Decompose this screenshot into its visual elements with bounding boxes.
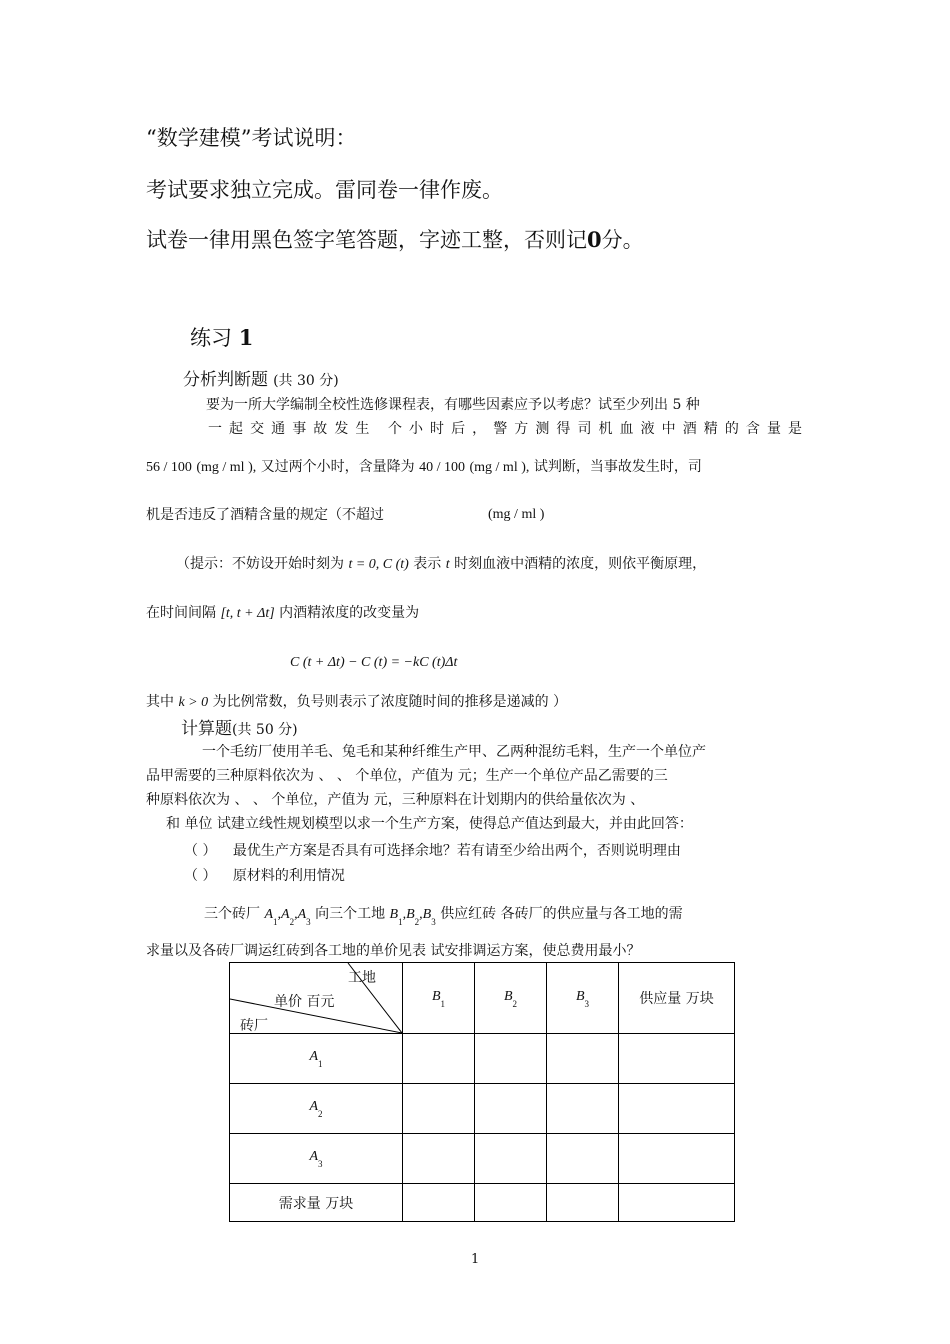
col-b1-sub: 1 — [440, 998, 446, 1009]
wool-problem-line-4: 和 单位 试建立线性规划模型以求一个生产方案，使得总产值达到最大，并由此回答： — [166, 816, 693, 832]
row-a1-sub: 1 — [318, 1059, 323, 1069]
alcohol-unit-1: (mg / ml ), — [196, 460, 257, 475]
table-cell — [547, 1084, 619, 1134]
row-header-a1 — [230, 1034, 403, 1084]
practice-title-text: 练习 — [190, 326, 232, 350]
row-a2-letter: A — [309, 1099, 319, 1114]
row-a1-letter: A — [309, 1049, 319, 1064]
question-2-mid-text: 又过两个小时，含量降为 — [260, 459, 415, 475]
section1-heading — [183, 365, 339, 390]
exam-rule-2-text: 试卷一律用黑色签字笔答题，字迹工整，否则记 — [146, 228, 587, 252]
table-cell — [475, 1084, 547, 1134]
col-b2-letter: B — [503, 988, 513, 1004]
table-cell — [619, 1034, 735, 1084]
factory-a-2: A — [281, 907, 290, 922]
alcohol-limit-unit: (mg / ml ) — [488, 507, 545, 522]
table-cell — [475, 1034, 547, 1084]
table-row — [230, 1134, 735, 1184]
site-b-3: B — [422, 907, 432, 922]
row-a3-letter: A — [309, 1149, 319, 1164]
brick-start: 三个砖厂 — [204, 906, 260, 922]
interval-suffix: 内酒精浓度的改变量为 — [279, 605, 420, 621]
col-b2-sub: 2 — [512, 998, 518, 1009]
row-a2-sub: 2 — [318, 1109, 323, 1119]
table-cell — [403, 1034, 475, 1084]
table-cell — [547, 1134, 619, 1184]
site-b-2: B — [406, 907, 415, 922]
table-cell — [403, 1134, 475, 1184]
section2-points: (共 50 分) — [232, 722, 298, 738]
column-header-supply: 供应量 万块 — [619, 963, 735, 1034]
brick-end: 供应红砖 各砖厂的供应量与各工地的需 — [440, 906, 683, 922]
sub-question-2-text: 原材料的利用情况 — [232, 868, 345, 884]
alcohol-value-1: 56 / 100 — [146, 460, 192, 475]
where-prefix: 其中 — [146, 694, 174, 710]
col-b3-sub: 3 — [584, 998, 590, 1009]
interval-line — [146, 602, 419, 622]
brick-problem-line-2: 求量以及各砖厂调运红砖到各工地的单价见表 试安排调运方案，使总费用最小？ — [146, 943, 641, 959]
exam-rule-2-zero: 0 — [587, 227, 602, 252]
hint-mid-1: 表示 — [413, 556, 442, 572]
practice-title — [190, 322, 253, 352]
row-a3-sub: 3 — [318, 1159, 323, 1169]
brick-mid: 向三个工地 — [315, 906, 386, 922]
section1-points: (共 30 分) — [273, 373, 339, 389]
table-cell — [619, 1184, 735, 1222]
factory-a-3: A — [297, 907, 307, 922]
exam-rule-1: 考试要求独立完成。雷同卷一律作废。 — [146, 178, 503, 202]
col-b3-letter: B — [575, 988, 585, 1004]
wool-problem-line-1: 一个毛纺厂使用羊毛、兔毛和某种纤维生产甲、乙两种混纺毛料，生产一个单位产 — [202, 744, 706, 760]
exam-rule-2-suffix: 分。 — [601, 228, 644, 252]
section1-question-2-line3: 机是否违反了酒精含量的规定（不超过 — [146, 507, 384, 523]
corner-price-label: 单价 百元 — [274, 994, 335, 1010]
brick-problem-line-1: 三个砖厂 $A_1,A_2,A_3$ 向三个工地 $B_1,B_2,B_3$ 供应红砖 各砖厂的供应量与各工地的需 — [204, 906, 683, 927]
section2-heading — [181, 714, 298, 739]
exam-title: “数学建模”考试说明： — [146, 126, 357, 150]
factory-a-3-sub: 3 — [306, 917, 311, 927]
section1-title: 分析判断题 — [183, 370, 268, 390]
site-b-2-sub: 2 — [414, 917, 420, 927]
exam-rule-2 — [146, 224, 644, 254]
table-cell — [619, 1084, 735, 1134]
section1-question-2-line1: 一起交通事故发生 个小时后，警方测得司机血液中酒精的含量是 — [208, 421, 804, 437]
site-b-1: B — [389, 907, 399, 922]
practice-title-number: 1 — [238, 325, 254, 350]
section2-title: 计算题 — [181, 719, 232, 739]
where-math: k > 0 — [178, 695, 209, 710]
question-2-end-text: 试判断，当事故发生时，司 — [533, 459, 702, 475]
hint-mid-2: 时刻血液中酒精的浓度，则依平衡原理， — [454, 556, 707, 572]
hint-prefix: （提示：不妨设开始时刻为 — [176, 556, 344, 572]
site-b-3-sub: 3 — [431, 917, 436, 927]
row-header-a2 — [230, 1084, 403, 1134]
wool-problem-line-3: 种原料依次为 、 、 个单位，产值为 元，三种原料在计划期内的供给量依次为 、 — [146, 792, 645, 808]
column-header-b2 — [475, 963, 547, 1034]
site-b-1-sub: 1 — [398, 917, 403, 927]
section1-question-1: 要为一所大学编制全校性选修课程表，有哪些因素应予以考虑？试至少列出 5 种 — [206, 397, 700, 413]
factory-a-2-sub: 2 — [289, 917, 295, 927]
alcohol-unit-2: (mg / ml ), — [469, 460, 530, 475]
factory-a-1-sub: 1 — [273, 917, 278, 927]
column-header-b3 — [547, 963, 619, 1034]
sub-question-1-text: 最优生产方案是否具有可选择余地？若有请至少给出两个，否则说明理由 — [232, 843, 681, 859]
table-cell — [547, 1034, 619, 1084]
section1-question-2-line2 — [146, 456, 702, 476]
interval-math: [t, t + Δt] — [220, 606, 275, 621]
wool-problem-line-2: 品甲需要的三种原料依次为 、 、 个单位，产值为 元；生产一个单位产品乙需要的三 — [146, 768, 668, 784]
hint-line — [176, 553, 706, 573]
corner-factory-label: 砖厂 — [240, 1018, 268, 1034]
sub-question-1 — [184, 840, 681, 860]
transport-cost-table — [229, 962, 735, 1222]
corner-site-label: 工地 — [348, 970, 376, 986]
table-corner-cell — [230, 963, 403, 1034]
sub-question-1-mark: （ ） — [184, 843, 217, 859]
factory-a-1: A — [264, 907, 274, 922]
column-header-b1 — [403, 963, 475, 1034]
table-cell — [403, 1084, 475, 1134]
table-cell — [475, 1134, 547, 1184]
table-header-row — [230, 963, 735, 1034]
table-cell — [619, 1134, 735, 1184]
interval-prefix: 在时间间隔 — [146, 605, 216, 621]
table-cell — [547, 1184, 619, 1222]
page-number: 1 — [471, 1252, 480, 1267]
where-line — [146, 691, 567, 711]
table-row — [230, 1084, 735, 1134]
alcohol-value-2: 40 / 100 — [419, 460, 466, 475]
table-row — [230, 1184, 735, 1222]
table-cell — [475, 1184, 547, 1222]
table-row — [230, 1034, 735, 1084]
table-cell — [403, 1184, 475, 1222]
where-suffix: 为比例常数，负号则表示了浓度随时间的推移是递减的 ） — [212, 694, 568, 710]
sub-question-2 — [184, 865, 345, 885]
row-header-a3 — [230, 1134, 403, 1184]
hint-t: t — [445, 557, 450, 572]
hint-initial-time: t = 0, C (t) — [348, 557, 409, 572]
sub-question-2-mark: （ ） — [184, 868, 217, 884]
balance-equation: C (t + Δt) − C (t) = −kC (t)Δt — [290, 655, 458, 670]
row-header-demand: 需求量 万块 — [230, 1184, 403, 1222]
col-b1-letter: B — [431, 988, 441, 1004]
